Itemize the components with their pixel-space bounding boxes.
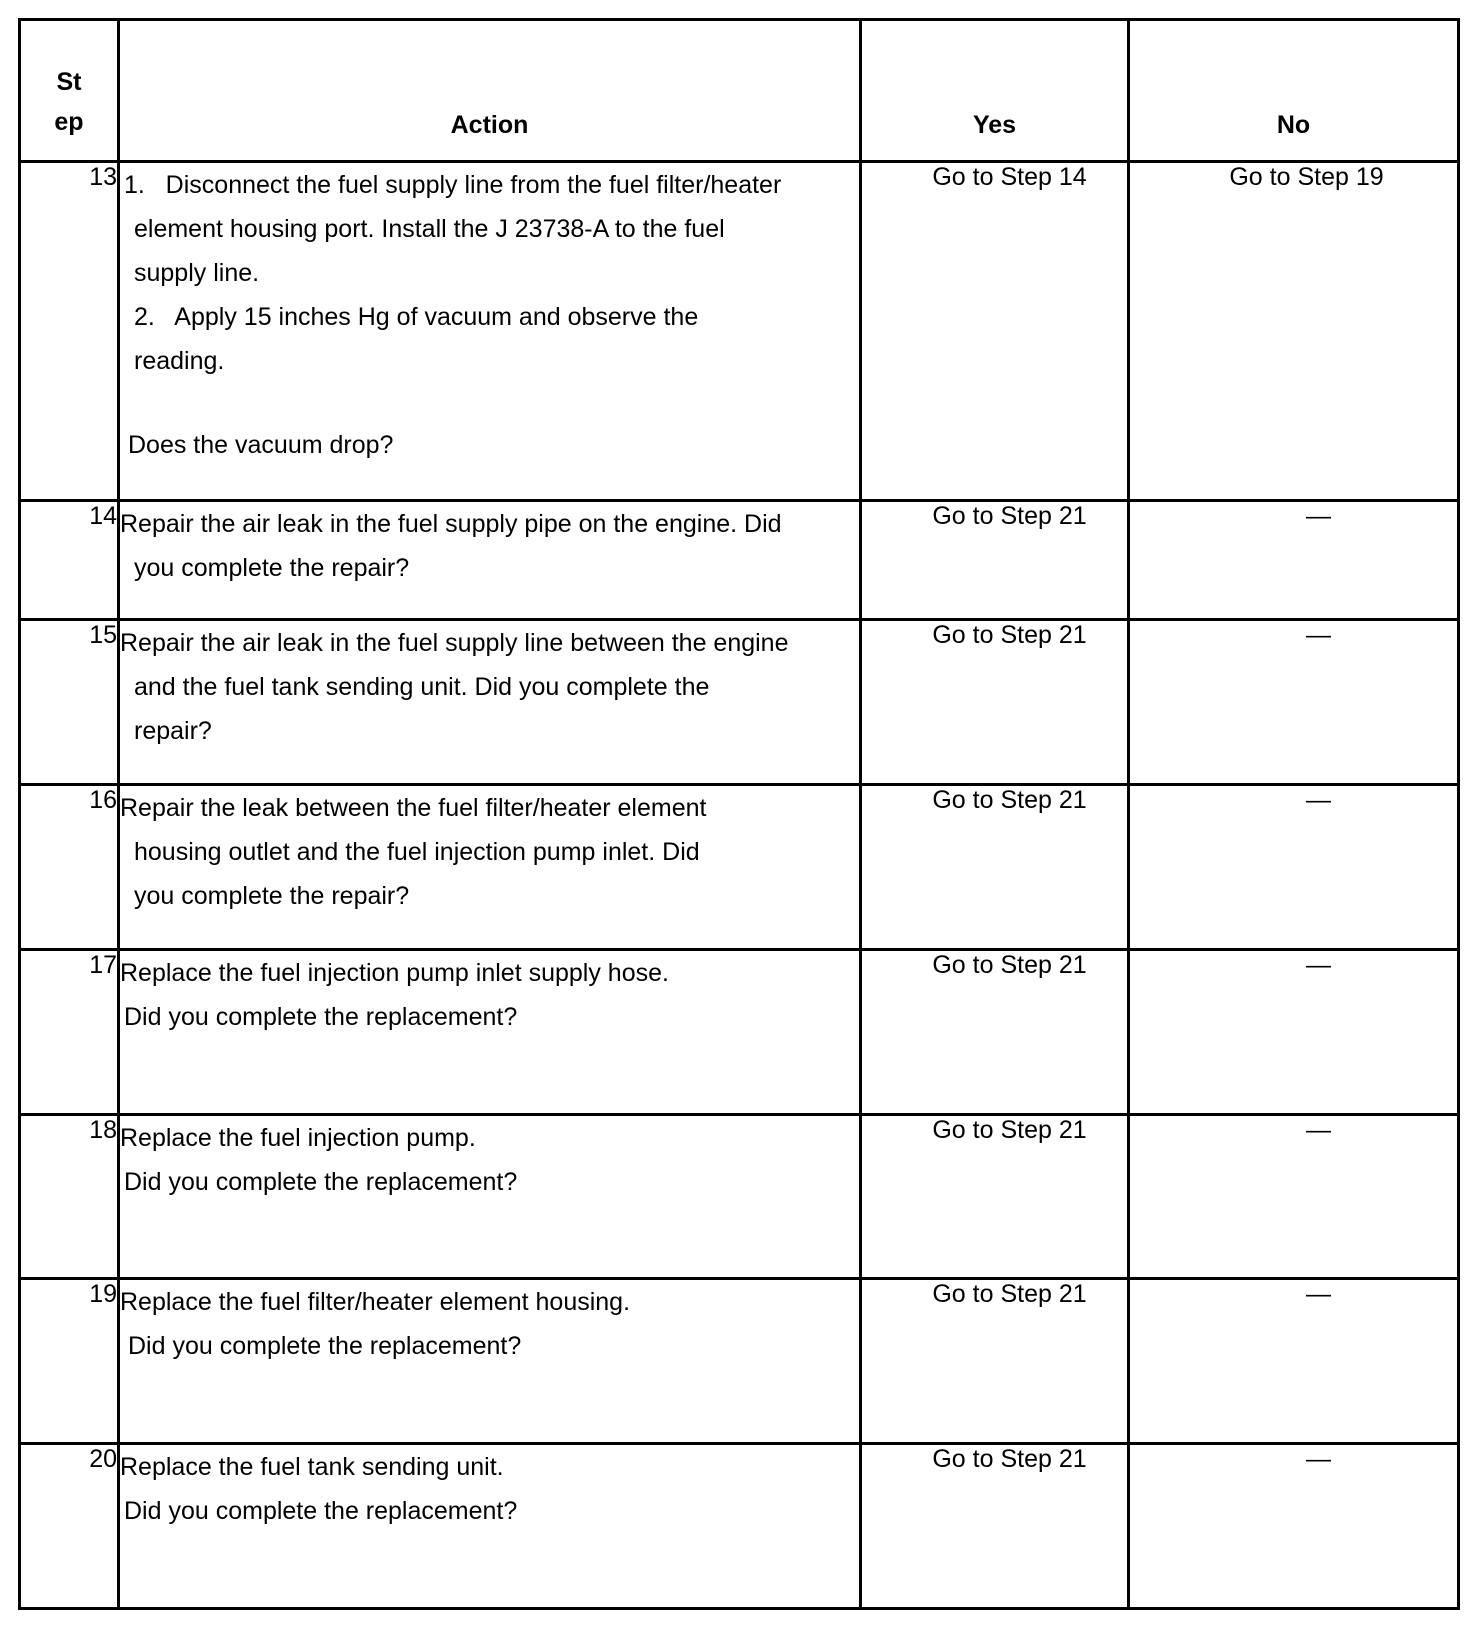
action-line: Did you complete the replacement? — [124, 1167, 518, 1196]
yes-cell — [861, 1279, 1129, 1444]
yes-result: Go to Step 21 — [932, 621, 1087, 650]
no-cell — [1129, 620, 1459, 785]
action-cell — [119, 620, 861, 785]
no-result: — — [1306, 1280, 1331, 1309]
action-line: 1. Disconnect the fuel supply line from the fuel filter/heater — [124, 171, 782, 199]
no-cell — [1129, 949, 1459, 1114]
yes-result: Go to Step 21 — [932, 950, 1087, 979]
step-number: 20 — [20, 1444, 119, 1609]
header-yes: Yes — [861, 20, 1129, 162]
action-line: Replace the fuel injection pump. — [120, 1123, 476, 1152]
action-line: Did you complete the replacement? — [124, 1497, 518, 1526]
action-line: Repair the leak between the fuel filter/heater element — [120, 793, 707, 822]
action-cell — [119, 500, 861, 619]
action-line: reading. — [134, 347, 225, 375]
yes-cell — [861, 1114, 1129, 1279]
step-number: 14 — [20, 500, 119, 619]
no-cell — [1129, 784, 1459, 949]
yes-result: Go to Step 21 — [932, 785, 1087, 814]
header-action: Action — [119, 20, 861, 162]
action-cell — [119, 1444, 861, 1609]
step-number: 18 — [20, 1114, 119, 1279]
no-result: Go to Step 19 — [1229, 163, 1384, 191]
no-result: — — [1306, 621, 1331, 650]
action-cell — [119, 1279, 861, 1444]
action-line: Repair the air leak in the fuel supply pipe on the engine. Did — [120, 509, 782, 538]
action-line: and the fuel tank sending unit. Did you complete the — [134, 673, 710, 702]
no-cell — [1129, 1114, 1459, 1279]
action-line: Did you complete the replacement? — [124, 1002, 518, 1031]
table-row — [20, 500, 1459, 619]
action-line: you complete the repair? — [134, 553, 410, 582]
header-step — [20, 20, 119, 162]
header-step-line-2: ep — [54, 108, 84, 136]
yes-result: Go to Step 14 — [932, 163, 1087, 191]
action-cell — [119, 1114, 861, 1279]
diagnostic-table — [18, 18, 1460, 1610]
yes-cell — [861, 500, 1129, 619]
no-result: — — [1306, 501, 1331, 530]
action-line: Replace the fuel filter/heater element housing. — [120, 1288, 631, 1317]
header-row — [20, 20, 1459, 162]
table-row — [20, 1279, 1459, 1444]
action-line: you complete the repair? — [134, 881, 410, 910]
action-line: housing outlet and the fuel injection pump inlet. Did — [134, 837, 700, 866]
no-cell — [1129, 162, 1459, 501]
no-result: — — [1306, 1115, 1331, 1144]
no-result: — — [1306, 785, 1331, 814]
action-cell — [119, 784, 861, 949]
yes-result: Go to Step 21 — [932, 1280, 1087, 1309]
action-line: 2. Apply 15 inches Hg of vacuum and observe the — [134, 303, 699, 331]
header-no: No — [1129, 20, 1459, 162]
table-row — [20, 620, 1459, 785]
no-cell — [1129, 1279, 1459, 1444]
table-row — [20, 949, 1459, 1114]
action-line: Replace the fuel injection pump inlet supply hose. — [120, 958, 669, 987]
action-line: supply line. — [134, 259, 260, 287]
step-number: 13 — [20, 162, 119, 501]
no-result: — — [1306, 1445, 1331, 1474]
yes-cell — [861, 620, 1129, 785]
action-cell — [119, 162, 861, 501]
action-line: Did you complete the replacement? — [128, 1332, 522, 1361]
no-cell — [1129, 1444, 1459, 1609]
step-number: 16 — [20, 784, 119, 949]
table-row — [20, 1114, 1459, 1279]
action-line: element housing port. Install the J 23738-A to the fuel — [134, 215, 725, 243]
table-row — [20, 162, 1459, 501]
action-line: Repair the air leak in the fuel supply line between the engine — [120, 629, 789, 658]
no-result: — — [1306, 950, 1331, 979]
yes-cell — [861, 784, 1129, 949]
action-line: Replace the fuel tank sending unit. — [120, 1453, 504, 1482]
step-number: 15 — [20, 620, 119, 785]
step-number: 19 — [20, 1279, 119, 1444]
step-number: 17 — [20, 949, 119, 1114]
action-line: repair? — [134, 717, 212, 746]
no-cell — [1129, 500, 1459, 619]
yes-result: Go to Step 21 — [932, 1445, 1087, 1474]
table-row — [20, 1444, 1459, 1609]
yes-cell — [861, 1444, 1129, 1609]
yes-result: Go to Step 21 — [932, 1115, 1087, 1144]
table-row — [20, 784, 1459, 949]
yes-cell — [861, 949, 1129, 1114]
yes-cell — [861, 162, 1129, 501]
action-cell — [119, 949, 861, 1114]
action-question: Does the vacuum drop? — [128, 431, 394, 459]
header-step-line-1: St — [56, 68, 82, 96]
yes-result: Go to Step 21 — [932, 501, 1087, 530]
